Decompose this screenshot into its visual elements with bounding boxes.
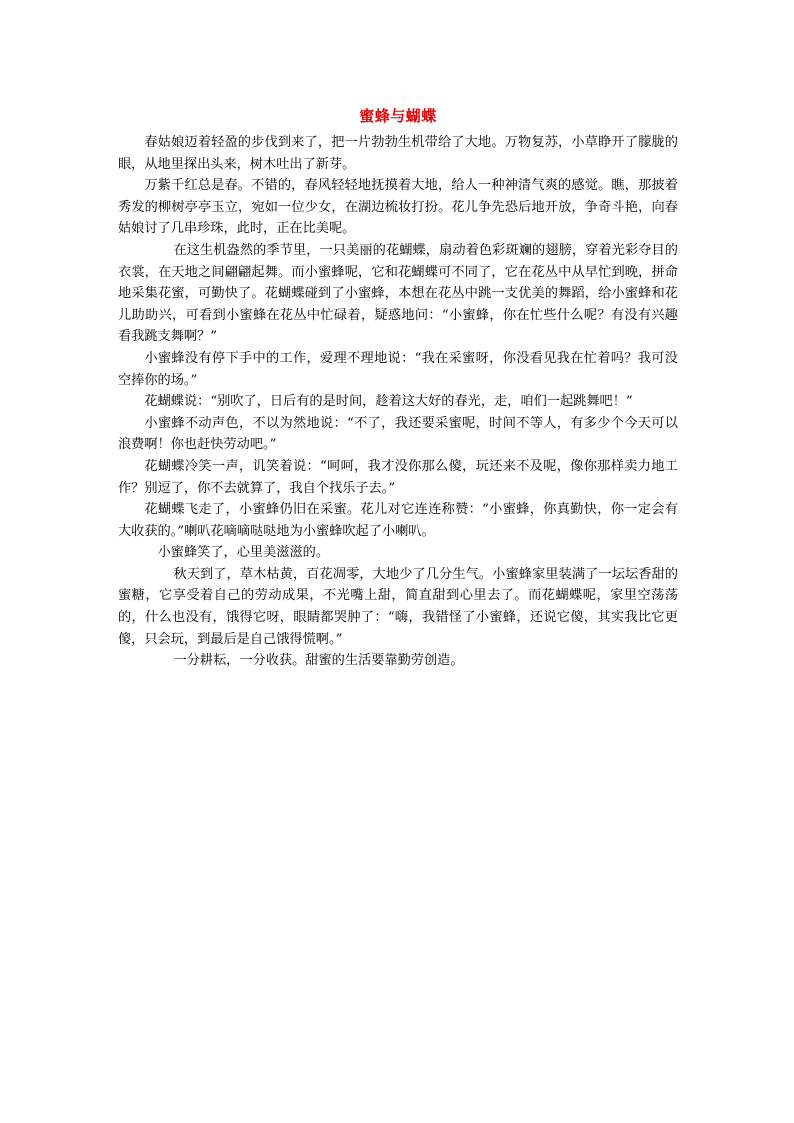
paragraph-6: 小蜜蜂不动声色，不以为然地说：“不了，我还要采蜜呢，时间不等人，有多少个今天可以浪费啊！你也赶快劳动吧。” — [118, 415, 678, 453]
paragraph-9: 小蜜蜂笑了，心里美滋滋的。 — [157, 545, 330, 561]
paragraph-10: 秋天到了，草木枯黄，百花凋零，大地少了几分生气。小蜜蜂家里装满了一坛坛香甜的蜜糖，它享受着自己的劳动成果，不光嘴上甜，简直甜到心里去了。而花蝴蝶呢，家里空荡荡的，什么也没有，饿得它呀，眼睛都哭肿了：“嗨，我错怪了小蜜蜂，还说它傻，其实我比它更傻，只会玩，到最后是自己饿得慌啊。” — [118, 566, 678, 647]
document-page — [118, 100, 678, 672]
document-title: 蜜蜂与蝴蝶 — [359, 107, 437, 125]
paragraph-7: 花蝴蝶冷笑一声，讥笑着说：“呵呵，我才没你那么傻，玩还来不及呢，像你那样卖力地工作？别逗了，你不去就算了，我自个找乐子去。” — [118, 458, 678, 496]
paragraph-1: 春姑娘迈着轻盈的步伐到来了，把一片勃勃生机带给了大地。万物复苏，小草睁开了朦胧的眼，从地里探出头来，树木吐出了新芽。 — [118, 135, 678, 172]
paragraph-11: 一分耕耘，一分收获。甜蜜的生活要靠勤劳创造。 — [173, 653, 464, 669]
paragraph-5: 花蝴蝶说：“别吹了，日后有的是时间，趁着这大好的春光，走，咱们一起跳舞吧！” — [144, 394, 633, 410]
paragraph-3: 在这生机盎然的季节里，一只美丽的花蝴蝶，扇动着色彩斑斓的翅膀，穿着光彩夺目的衣裳，在天地之间翩翩起舞。而小蜜蜂呢，它和花蝴蝶可不同了，它在花丛中从早忙到晚，拼命地采集花蜜，可勤快了。花蝴蝶碰到了小蜜蜂，本想在花丛中跳一支优美的舞蹈，给小蜜蜂和花儿助助兴，可看到小蜜蜂在花丛中忙碌着，疑惑地问：“小蜜蜂，你在忙些什么呢？有没有兴趣看我跳支舞啊？” — [118, 242, 678, 345]
paragraph-2: 万紫千红总是春。不错的，春风轻轻地抚摸着大地，给人一种神清气爽的感觉。瞧，那披着秀发的柳树亭亭玉立，宛如一位少女，在湖边梳妆打扮。花儿争先恐后地开放，争奇斗艳，向春姑娘讨了几串珍珠，此时，正在比美呢。 — [118, 178, 678, 237]
paragraph-4: 小蜜蜂没有停下手中的工作，爱理不理地说：“我在采蜜呀，你没看见我在忙着吗？我可没空捧你的场。” — [118, 350, 678, 388]
paragraph-8: 花蝴蝶飞走了，小蜜蜂仍旧在采蜜。花儿对它连连称赞：“小蜜蜂，你真勤快，你一定会有大收获的。”喇叭花嘀嘀哒哒地为小蜜蜂吹起了小喇叭。 — [118, 502, 678, 539]
